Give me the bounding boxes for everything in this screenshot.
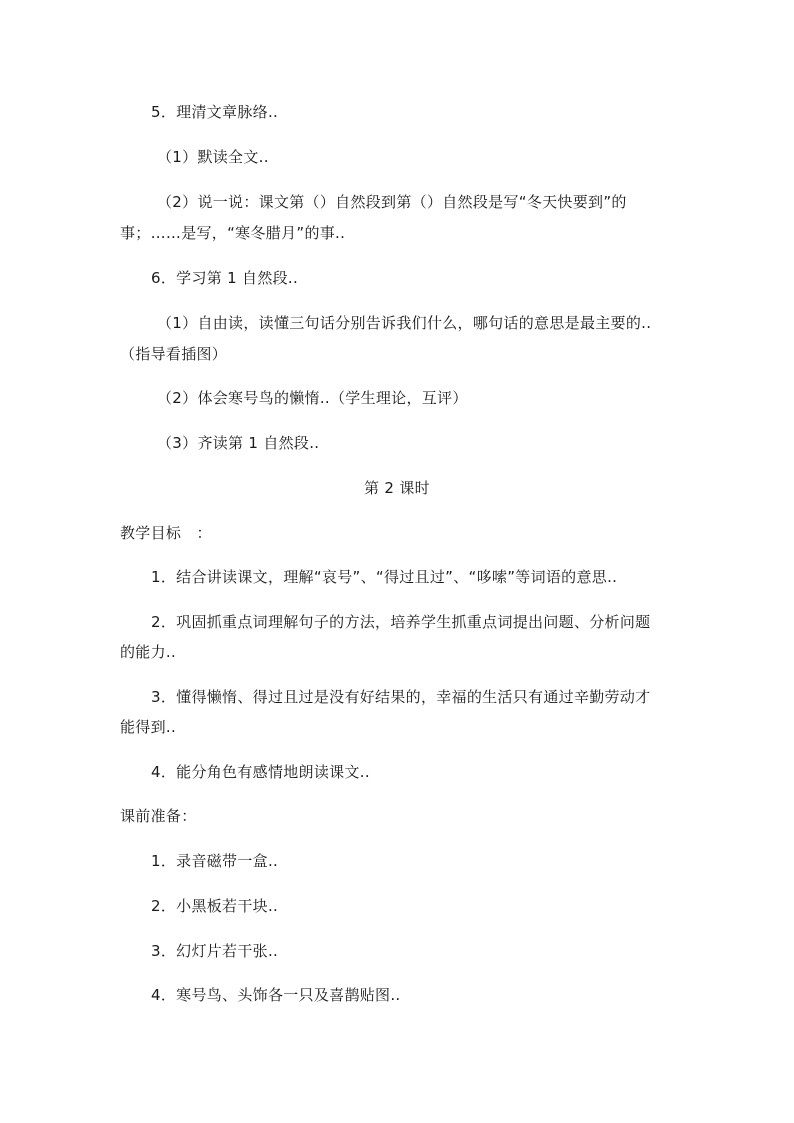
text-line: （3）齐读第 1 自然段.. [157, 434, 320, 452]
text-line: 2．巩固抓重点词理解句子的方法，培养学生抓重点词提出问题、分析问题 [151, 613, 651, 631]
text-line: 5．理清文章脉络.. [151, 103, 279, 121]
text-line: 能得到.. [120, 718, 177, 736]
section-heading: 教学目标 ： [120, 524, 212, 542]
text-line: （2）体会寒号鸟的懒惰..（学生理论，互评） [157, 389, 468, 407]
text-line: 4．能分角色有感情地朗读课文.. [151, 763, 370, 781]
text-line: （2）说一说：课文第（）自然段到第（）自然段是写“冬天快要到”的 [157, 193, 627, 211]
text-line: 事；……是写，“寒冬腊月”的事.. [120, 224, 346, 242]
text-line: 的能力.. [120, 643, 177, 661]
text-line: （1）自由读，读懂三句话分别告诉我们什么，哪句话的意思是最主要的.. [157, 314, 652, 332]
lesson-heading: 第 2 课时 [364, 479, 430, 497]
text-line: 6．学习第 1 自然段.. [151, 269, 299, 287]
text-line: （指导看插图） [120, 345, 228, 363]
text-line: 1．录音磁带一盒.. [151, 852, 279, 870]
text-line: （1）默读全文.. [157, 148, 269, 166]
text-line: 3．懂得懒惰、得过且过是没有好结果的，幸福的生活只有通过辛勤劳动才 [151, 688, 651, 706]
text-line: 2．小黑板若干块.. [151, 897, 279, 915]
text-line: 4．寒号鸟、头饰各一只及喜鹊贴图.. [151, 986, 401, 1004]
section-heading: 课前准备： [120, 807, 197, 825]
text-line: 1．结合讲读课文，理解“哀号”、“得过且过”、“哆嗦”等词语的意思.. [151, 568, 618, 586]
text-line: 3．幻灯片若干张.. [151, 942, 279, 960]
